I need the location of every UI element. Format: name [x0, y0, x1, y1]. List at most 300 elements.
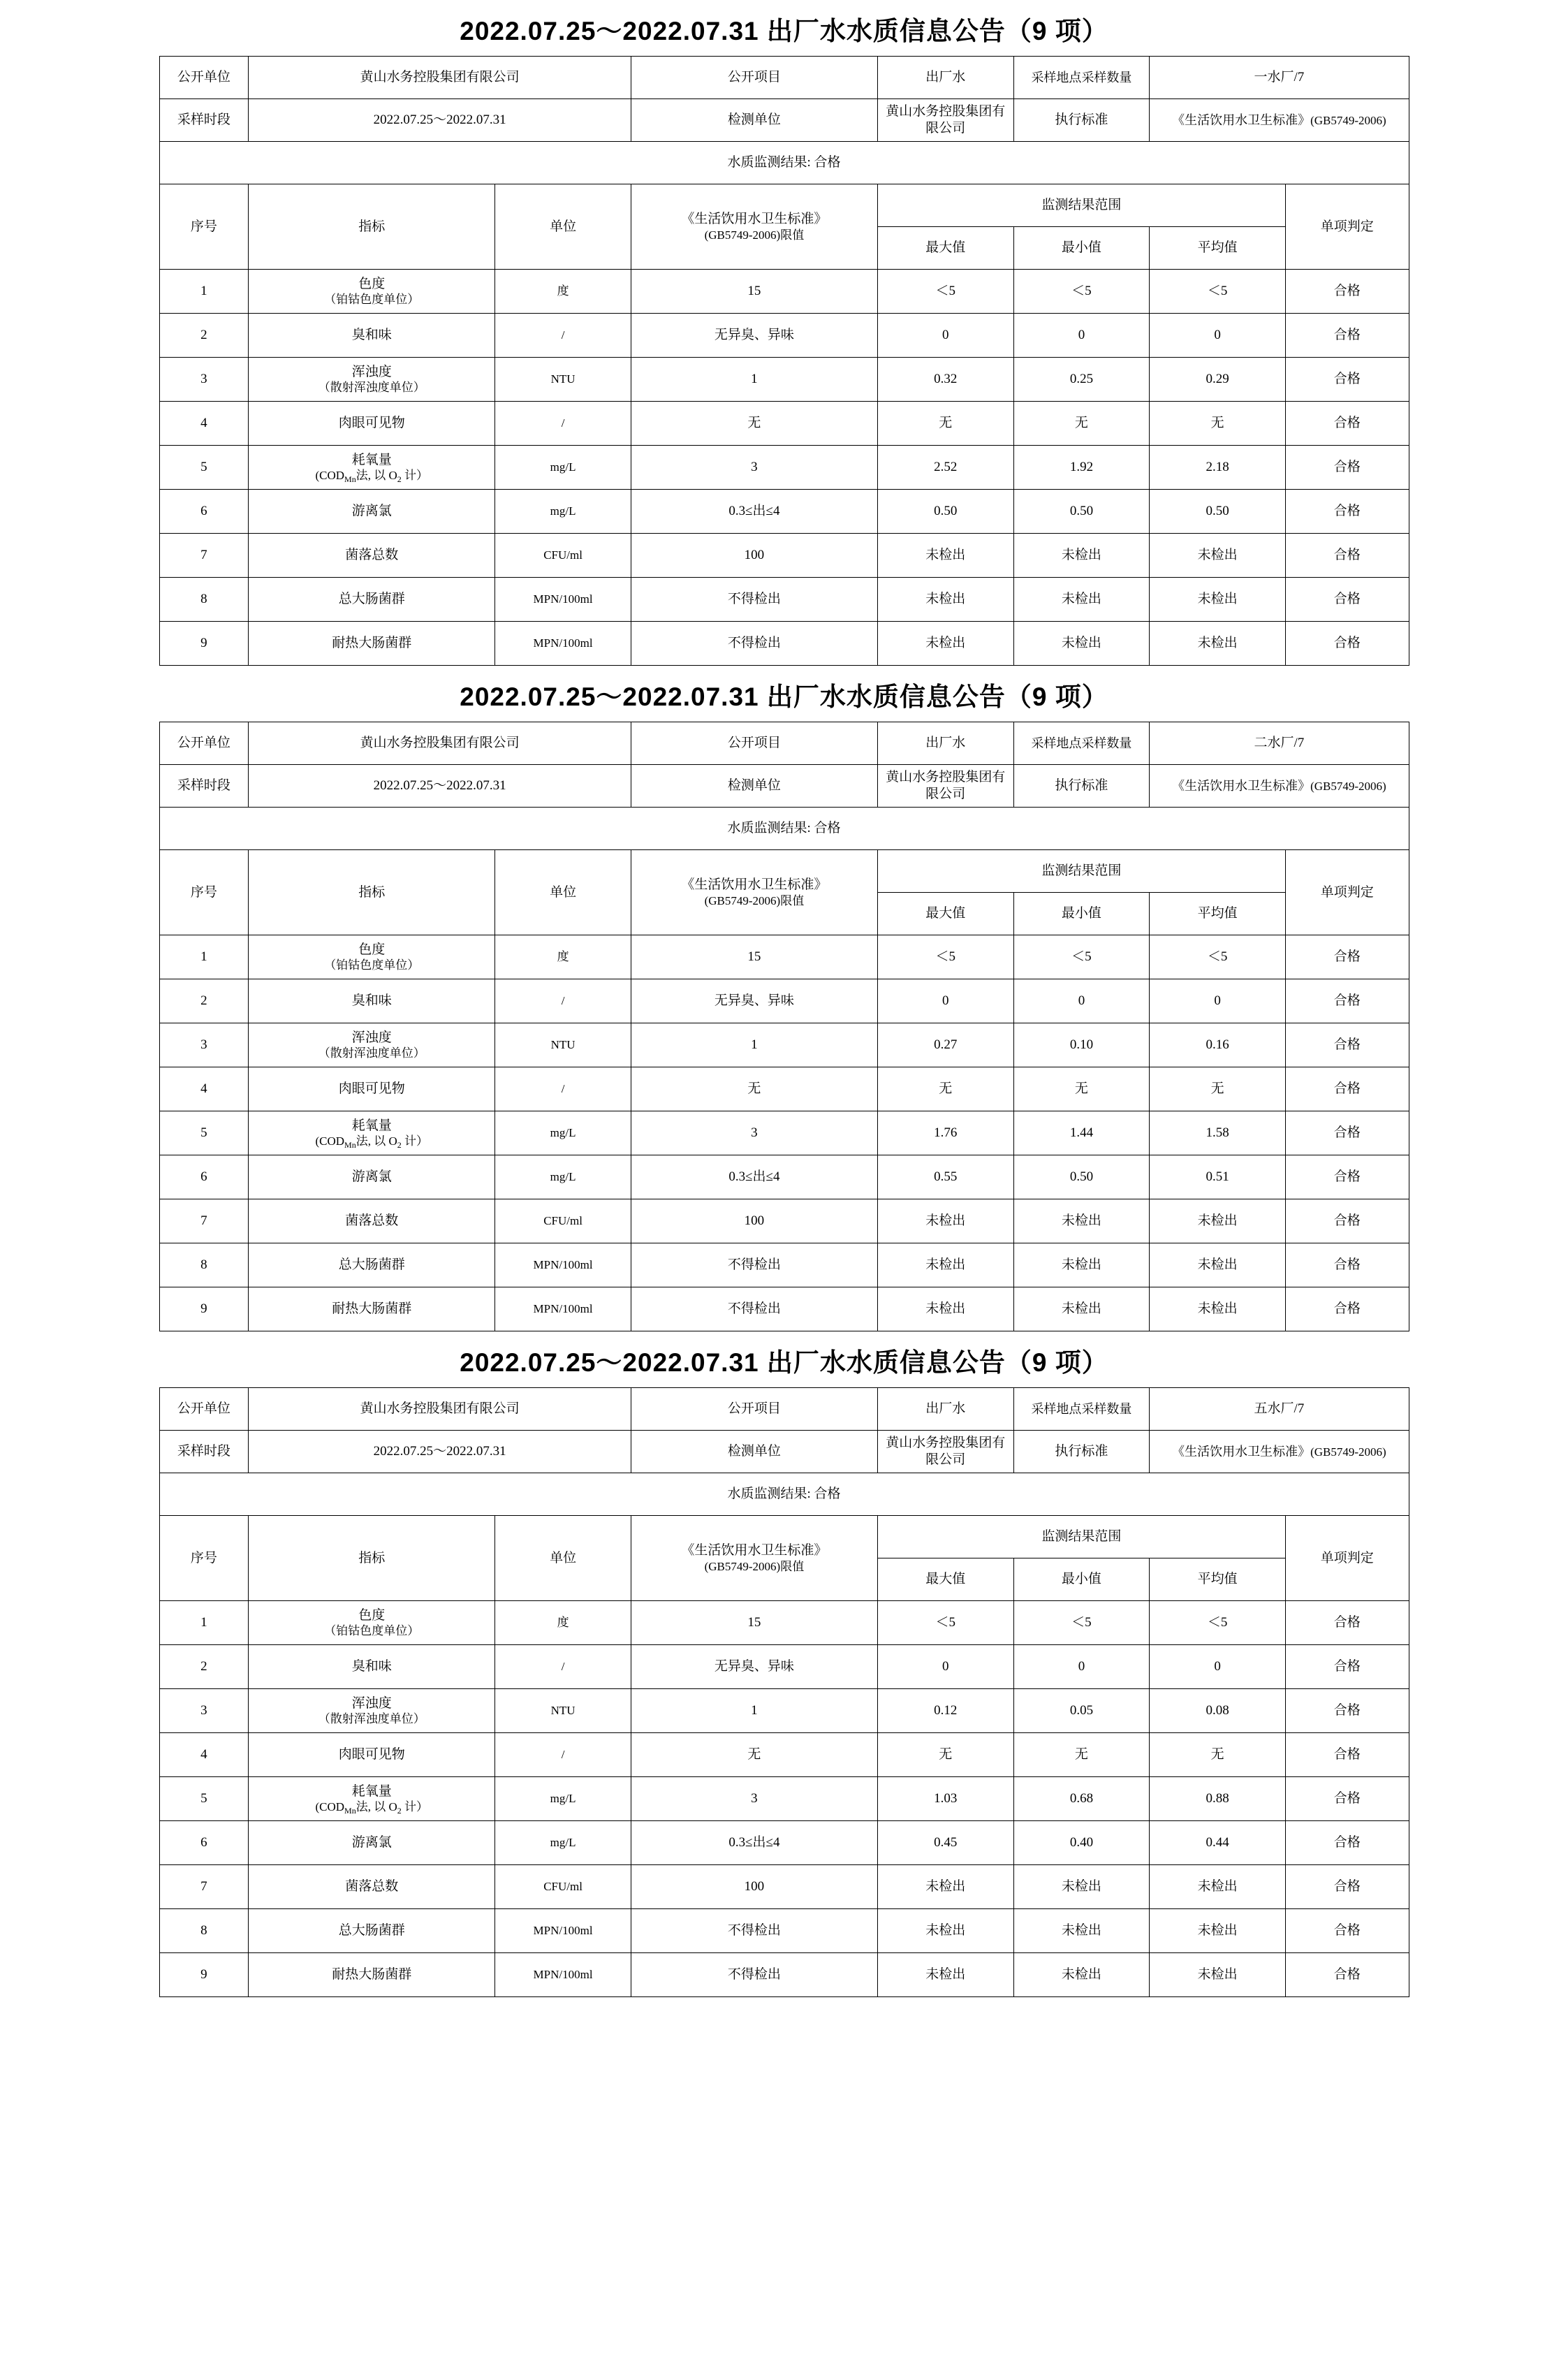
period-label: 采样时段	[159, 99, 249, 142]
water-quality-table	[159, 1387, 1409, 1997]
cell-min: ＜5	[1013, 270, 1150, 314]
cell-unit: /	[495, 1645, 631, 1689]
cell-limit: 1	[631, 1023, 877, 1067]
cell-unit: NTU	[495, 1023, 631, 1067]
cell-no: 7	[159, 1865, 249, 1909]
cell-min: 0.05	[1013, 1689, 1150, 1733]
cell-judgement: 合格	[1286, 314, 1409, 358]
cell-limit: 无异臭、异味	[631, 314, 877, 358]
cell-avg: 0.29	[1150, 358, 1286, 402]
table-row	[159, 1199, 1409, 1243]
header-judgement: 单项判定	[1286, 184, 1409, 270]
cell-judgement: 合格	[1286, 1243, 1409, 1287]
cell-judgement: 合格	[1286, 578, 1409, 622]
document-page	[0, 10, 1568, 1997]
table-row	[159, 1689, 1409, 1733]
cell-avg: 0	[1150, 1645, 1286, 1689]
cell-min: 0.50	[1013, 490, 1150, 534]
result-row	[159, 1473, 1409, 1516]
header-max: 最大值	[877, 893, 1013, 935]
cell-unit: CFU/ml	[495, 1199, 631, 1243]
table-row	[159, 1111, 1409, 1155]
meta-row-period	[159, 99, 1409, 142]
standard-value: 《生活饮用水卫生标准》(GB5749-2006)	[1150, 1431, 1409, 1473]
cell-avg: 0.88	[1150, 1777, 1286, 1821]
cell-avg: 0.50	[1150, 490, 1286, 534]
cell-avg: 未检出	[1150, 622, 1286, 666]
cell-min: 无	[1013, 1733, 1150, 1777]
cell-indicator: 游离氯	[249, 1821, 495, 1865]
table-row	[159, 1821, 1409, 1865]
cell-indicator: 臭和味	[249, 314, 495, 358]
cell-limit: 0.3≤出≤4	[631, 490, 877, 534]
table-row	[159, 979, 1409, 1023]
table-row	[159, 935, 1409, 979]
cell-no: 8	[159, 1909, 249, 1953]
cell-unit: MPN/100ml	[495, 1953, 631, 1997]
cell-max: 0.32	[877, 358, 1013, 402]
table-row	[159, 1909, 1409, 1953]
cell-avg: 2.18	[1150, 446, 1286, 490]
cell-max: 未检出	[877, 534, 1013, 578]
cell-limit: 3	[631, 1777, 877, 1821]
cell-min: 未检出	[1013, 622, 1150, 666]
cell-unit: MPN/100ml	[495, 1909, 631, 1953]
cell-no: 1	[159, 935, 249, 979]
meta-row-period	[159, 1431, 1409, 1473]
standard-label: 执行标准	[1013, 1431, 1150, 1473]
cell-judgement: 合格	[1286, 979, 1409, 1023]
cell-indicator: 耐热大肠菌群	[249, 1953, 495, 1997]
cell-avg: 0.08	[1150, 1689, 1286, 1733]
cell-avg: 无	[1150, 1067, 1286, 1111]
cell-limit: 不得检出	[631, 622, 877, 666]
cell-min: 0	[1013, 1645, 1150, 1689]
header-no: 序号	[159, 850, 249, 935]
project-value: 出厂水	[877, 722, 1013, 765]
project-label: 公开项目	[631, 57, 877, 99]
table-row	[159, 534, 1409, 578]
cell-max: 未检出	[877, 1199, 1013, 1243]
water-quality-report	[159, 1341, 1409, 1997]
org-value: 黄山水务控股集团有限公司	[249, 1388, 631, 1431]
cell-unit: MPN/100ml	[495, 578, 631, 622]
cell-judgement: 合格	[1286, 1199, 1409, 1243]
cell-indicator: 色度 （铂钴色度单位）	[249, 935, 495, 979]
cell-no: 4	[159, 1733, 249, 1777]
cell-limit: 3	[631, 446, 877, 490]
cell-avg: 未检出	[1150, 578, 1286, 622]
cell-judgement: 合格	[1286, 1601, 1409, 1645]
project-value: 出厂水	[877, 1388, 1013, 1431]
cell-max: 0.45	[877, 1821, 1013, 1865]
header-indicator: 指标	[249, 1516, 495, 1601]
table-row	[159, 578, 1409, 622]
table-row	[159, 1865, 1409, 1909]
testorg-label: 检测单位	[631, 765, 877, 808]
cell-limit: 100	[631, 1199, 877, 1243]
water-quality-report	[159, 10, 1409, 666]
header-indicator: 指标	[249, 850, 495, 935]
cell-limit: 不得检出	[631, 1287, 877, 1331]
cell-indicator: 耗氧量 ($COD_{Mn}$法, 以 $O_2$ 计）	[249, 1777, 495, 1821]
site-label: 采样地点采样数量	[1013, 1388, 1150, 1431]
header-avg: 平均值	[1150, 227, 1286, 270]
cell-unit: /	[495, 979, 631, 1023]
cell-judgement: 合格	[1286, 402, 1409, 446]
cell-judgement: 合格	[1286, 1155, 1409, 1199]
cell-indicator: 肉眼可见物	[249, 1067, 495, 1111]
table-row	[159, 1023, 1409, 1067]
cell-max: 未检出	[877, 1909, 1013, 1953]
cell-judgement: 合格	[1286, 1023, 1409, 1067]
cell-max: 0	[877, 979, 1013, 1023]
report-title: 2022.07.25～2022.07.31 出厂水水质信息公告（9 项）	[460, 1348, 1108, 1377]
cell-limit: 无异臭、异味	[631, 1645, 877, 1689]
header-avg: 平均值	[1150, 1558, 1286, 1601]
cell-max: 未检出	[877, 1865, 1013, 1909]
cell-min: 1.92	[1013, 446, 1150, 490]
cell-avg: 无	[1150, 1733, 1286, 1777]
water-quality-table	[159, 56, 1409, 666]
header-range-group: 监测结果范围	[877, 1516, 1285, 1558]
table-row	[159, 402, 1409, 446]
header-avg: 平均值	[1150, 893, 1286, 935]
cell-unit: 度	[495, 935, 631, 979]
cell-indicator: 耐热大肠菌群	[249, 1287, 495, 1331]
cell-limit: 0.3≤出≤4	[631, 1821, 877, 1865]
cell-judgement: 合格	[1286, 446, 1409, 490]
cell-no: 8	[159, 578, 249, 622]
meta-row-publisher	[159, 1388, 1409, 1431]
cell-limit: 1	[631, 1689, 877, 1733]
cell-max: 1.76	[877, 1111, 1013, 1155]
cell-unit: 度	[495, 1601, 631, 1645]
cell-limit: 无异臭、异味	[631, 979, 877, 1023]
table-row	[159, 1601, 1409, 1645]
cell-no: 5	[159, 1777, 249, 1821]
result-row	[159, 142, 1409, 184]
cell-no: 9	[159, 1287, 249, 1331]
cell-unit: /	[495, 402, 631, 446]
site-value: 一水厂/7	[1150, 57, 1409, 99]
cell-unit: 度	[495, 270, 631, 314]
cell-unit: mg/L	[495, 1821, 631, 1865]
cell-indicator: 游离氯	[249, 490, 495, 534]
table-row	[159, 1155, 1409, 1199]
header-judgement: 单项判定	[1286, 1516, 1409, 1601]
cell-unit: MPN/100ml	[495, 1287, 631, 1331]
testorg-value: 黄山水务控股集团有限公司	[877, 765, 1013, 808]
cell-min: 0.25	[1013, 358, 1150, 402]
cell-avg: 未检出	[1150, 534, 1286, 578]
cell-avg: 未检出	[1150, 1287, 1286, 1331]
meta-row-publisher	[159, 722, 1409, 765]
cell-judgement: 合格	[1286, 935, 1409, 979]
cell-no: 1	[159, 1601, 249, 1645]
standard-value: 《生活饮用水卫生标准》(GB5749-2006)	[1150, 765, 1409, 808]
cell-avg: 未检出	[1150, 1865, 1286, 1909]
cell-limit: 3	[631, 1111, 877, 1155]
cell-indicator: 浑浊度 （散射浑浊度单位）	[249, 1023, 495, 1067]
table-row	[159, 358, 1409, 402]
cell-no: 6	[159, 490, 249, 534]
cell-unit: CFU/ml	[495, 534, 631, 578]
cell-limit: 不得检出	[631, 578, 877, 622]
standard-label: 执行标准	[1013, 99, 1150, 142]
cell-indicator: 肉眼可见物	[249, 402, 495, 446]
header-range-group: 监测结果范围	[877, 184, 1285, 227]
cell-min: 未检出	[1013, 1953, 1150, 1997]
cell-no: 3	[159, 1023, 249, 1067]
cell-judgement: 合格	[1286, 490, 1409, 534]
cell-no: 6	[159, 1821, 249, 1865]
cell-max: 0	[877, 314, 1013, 358]
table-row	[159, 314, 1409, 358]
cell-min: 无	[1013, 402, 1150, 446]
header-min: 最小值	[1013, 893, 1150, 935]
cell-judgement: 合格	[1286, 622, 1409, 666]
cell-judgement: 合格	[1286, 1111, 1409, 1155]
water-quality-report	[159, 676, 1409, 1331]
cell-min: 未检出	[1013, 1243, 1150, 1287]
cell-min: 未检出	[1013, 534, 1150, 578]
cell-limit: 0.3≤出≤4	[631, 1155, 877, 1199]
header-min: 最小值	[1013, 1558, 1150, 1601]
report-title: 2022.07.25～2022.07.31 出厂水水质信息公告（9 项）	[460, 682, 1108, 711]
cell-min: 0	[1013, 979, 1150, 1023]
cell-max: 0.50	[877, 490, 1013, 534]
org-value: 黄山水务控股集团有限公司	[249, 722, 631, 765]
cell-judgement: 合格	[1286, 1645, 1409, 1689]
cell-indicator: 总大肠菌群	[249, 578, 495, 622]
cell-limit: 无	[631, 1067, 877, 1111]
cell-max: 未检出	[877, 1287, 1013, 1331]
cell-min: ＜5	[1013, 935, 1150, 979]
header-row-top	[159, 850, 1409, 893]
org-value: 黄山水务控股集团有限公司	[249, 57, 631, 99]
cell-max: 无	[877, 1067, 1013, 1111]
header-limit: 《生活饮用水卫生标准》 (GB5749-2006)限值	[631, 1516, 877, 1601]
cell-avg: 1.58	[1150, 1111, 1286, 1155]
cell-indicator: 肉眼可见物	[249, 1733, 495, 1777]
cell-max: 未检出	[877, 1953, 1013, 1997]
project-label: 公开项目	[631, 722, 877, 765]
cell-unit: /	[495, 1733, 631, 1777]
cell-indicator: 浑浊度 （散射浑浊度单位）	[249, 358, 495, 402]
meta-row-publisher	[159, 57, 1409, 99]
cell-judgement: 合格	[1286, 358, 1409, 402]
cell-indicator: 菌落总数	[249, 534, 495, 578]
cell-avg: 未检出	[1150, 1953, 1286, 1997]
cell-indicator: 浑浊度 （散射浑浊度单位）	[249, 1689, 495, 1733]
cell-avg: 0	[1150, 979, 1286, 1023]
cell-avg: ＜5	[1150, 1601, 1286, 1645]
cell-unit: mg/L	[495, 446, 631, 490]
cell-avg: 0.44	[1150, 1821, 1286, 1865]
cell-no: 9	[159, 1953, 249, 1997]
cell-no: 4	[159, 402, 249, 446]
cell-no: 5	[159, 1111, 249, 1155]
cell-avg: 0.16	[1150, 1023, 1286, 1067]
cell-max: ＜5	[877, 935, 1013, 979]
cell-judgement: 合格	[1286, 1067, 1409, 1111]
cell-unit: MPN/100ml	[495, 622, 631, 666]
header-unit: 单位	[495, 184, 631, 270]
cell-unit: MPN/100ml	[495, 1243, 631, 1287]
header-row-top	[159, 1516, 1409, 1558]
testorg-value: 黄山水务控股集团有限公司	[877, 99, 1013, 142]
period-value: 2022.07.25～2022.07.31	[249, 99, 631, 142]
cell-indicator: 总大肠菌群	[249, 1909, 495, 1953]
cell-unit: CFU/ml	[495, 1865, 631, 1909]
report-title: 2022.07.25～2022.07.31 出厂水水质信息公告（9 项）	[460, 17, 1108, 45]
cell-avg: 0.51	[1150, 1155, 1286, 1199]
testorg-label: 检测单位	[631, 1431, 877, 1473]
header-no: 序号	[159, 1516, 249, 1601]
cell-max: 0.27	[877, 1023, 1013, 1067]
standard-value: 《生活饮用水卫生标准》(GB5749-2006)	[1150, 99, 1409, 142]
result-text: 水质监测结果: 合格	[159, 808, 1409, 850]
header-row-top	[159, 184, 1409, 227]
site-label: 采样地点采样数量	[1013, 57, 1150, 99]
header-limit: 《生活饮用水卫生标准》 (GB5749-2006)限值	[631, 850, 877, 935]
cell-no: 9	[159, 622, 249, 666]
cell-indicator: 游离氯	[249, 1155, 495, 1199]
table-row	[159, 446, 1409, 490]
cell-unit: mg/L	[495, 1155, 631, 1199]
cell-no: 3	[159, 358, 249, 402]
cell-min: 未检出	[1013, 578, 1150, 622]
testorg-value: 黄山水务控股集团有限公司	[877, 1431, 1013, 1473]
header-min: 最小值	[1013, 227, 1150, 270]
project-label: 公开项目	[631, 1388, 877, 1431]
cell-no: 2	[159, 1645, 249, 1689]
result-text: 水质监测结果: 合格	[159, 142, 1409, 184]
header-unit: 单位	[495, 850, 631, 935]
cell-max: 未检出	[877, 622, 1013, 666]
cell-no: 8	[159, 1243, 249, 1287]
period-label: 采样时段	[159, 1431, 249, 1473]
cell-avg: ＜5	[1150, 270, 1286, 314]
cell-no: 5	[159, 446, 249, 490]
cell-avg: ＜5	[1150, 935, 1286, 979]
cell-limit: 不得检出	[631, 1953, 877, 1997]
cell-min: 未检出	[1013, 1865, 1150, 1909]
table-row	[159, 1067, 1409, 1111]
cell-unit: mg/L	[495, 1777, 631, 1821]
cell-limit: 不得检出	[631, 1243, 877, 1287]
cell-judgement: 合格	[1286, 1777, 1409, 1821]
cell-avg: 无	[1150, 402, 1286, 446]
cell-min: 0.68	[1013, 1777, 1150, 1821]
cell-indicator: 色度 （铂钴色度单位）	[249, 1601, 495, 1645]
cell-judgement: 合格	[1286, 1689, 1409, 1733]
cell-max: 未检出	[877, 578, 1013, 622]
org-label: 公开单位	[159, 1388, 249, 1431]
cell-min: 未检出	[1013, 1287, 1150, 1331]
site-label: 采样地点采样数量	[1013, 722, 1150, 765]
cell-avg: 0	[1150, 314, 1286, 358]
header-max: 最大值	[877, 227, 1013, 270]
period-label: 采样时段	[159, 765, 249, 808]
cell-limit: 15	[631, 935, 877, 979]
project-value: 出厂水	[877, 57, 1013, 99]
cell-max: 2.52	[877, 446, 1013, 490]
cell-min: 无	[1013, 1067, 1150, 1111]
cell-no: 2	[159, 979, 249, 1023]
cell-avg: 未检出	[1150, 1243, 1286, 1287]
cell-max: 无	[877, 402, 1013, 446]
cell-unit: /	[495, 1067, 631, 1111]
period-value: 2022.07.25～2022.07.31	[249, 765, 631, 808]
cell-no: 7	[159, 1199, 249, 1243]
cell-unit: mg/L	[495, 1111, 631, 1155]
result-row	[159, 808, 1409, 850]
cell-min: 0.10	[1013, 1023, 1150, 1067]
period-value: 2022.07.25～2022.07.31	[249, 1431, 631, 1473]
cell-max: ＜5	[877, 1601, 1013, 1645]
cell-indicator: 臭和味	[249, 979, 495, 1023]
cell-judgement: 合格	[1286, 1733, 1409, 1777]
table-row	[159, 1287, 1409, 1331]
cell-indicator: 菌落总数	[249, 1865, 495, 1909]
cell-indicator: 臭和味	[249, 1645, 495, 1689]
cell-min: 0	[1013, 314, 1150, 358]
cell-limit: 15	[631, 1601, 877, 1645]
cell-unit: /	[495, 314, 631, 358]
cell-max: 0.55	[877, 1155, 1013, 1199]
cell-min: 1.44	[1013, 1111, 1150, 1155]
cell-no: 2	[159, 314, 249, 358]
table-row	[159, 1953, 1409, 1997]
table-row	[159, 1733, 1409, 1777]
cell-avg: 未检出	[1150, 1909, 1286, 1953]
cell-limit: 不得检出	[631, 1909, 877, 1953]
cell-judgement: 合格	[1286, 1821, 1409, 1865]
cell-judgement: 合格	[1286, 1287, 1409, 1331]
table-row	[159, 1243, 1409, 1287]
cell-unit: mg/L	[495, 490, 631, 534]
table-row	[159, 1777, 1409, 1821]
table-row	[159, 490, 1409, 534]
cell-no: 3	[159, 1689, 249, 1733]
header-range-group: 监测结果范围	[877, 850, 1285, 893]
testorg-label: 检测单位	[631, 99, 877, 142]
cell-judgement: 合格	[1286, 1909, 1409, 1953]
header-unit: 单位	[495, 1516, 631, 1601]
cell-min: 未检出	[1013, 1909, 1150, 1953]
org-label: 公开单位	[159, 57, 249, 99]
cell-max: 未检出	[877, 1243, 1013, 1287]
water-quality-table	[159, 722, 1409, 1331]
table-row	[159, 622, 1409, 666]
cell-judgement: 合格	[1286, 1865, 1409, 1909]
header-limit: 《生活饮用水卫生标准》 (GB5749-2006)限值	[631, 184, 877, 270]
cell-no: 7	[159, 534, 249, 578]
header-max: 最大值	[877, 1558, 1013, 1601]
cell-max: ＜5	[877, 270, 1013, 314]
header-indicator: 指标	[249, 184, 495, 270]
cell-max: 0.12	[877, 1689, 1013, 1733]
cell-limit: 100	[631, 534, 877, 578]
cell-no: 6	[159, 1155, 249, 1199]
result-text: 水质监测结果: 合格	[159, 1473, 1409, 1516]
cell-judgement: 合格	[1286, 270, 1409, 314]
cell-indicator: 总大肠菌群	[249, 1243, 495, 1287]
cell-unit: NTU	[495, 1689, 631, 1733]
site-value: 五水厂/7	[1150, 1388, 1409, 1431]
